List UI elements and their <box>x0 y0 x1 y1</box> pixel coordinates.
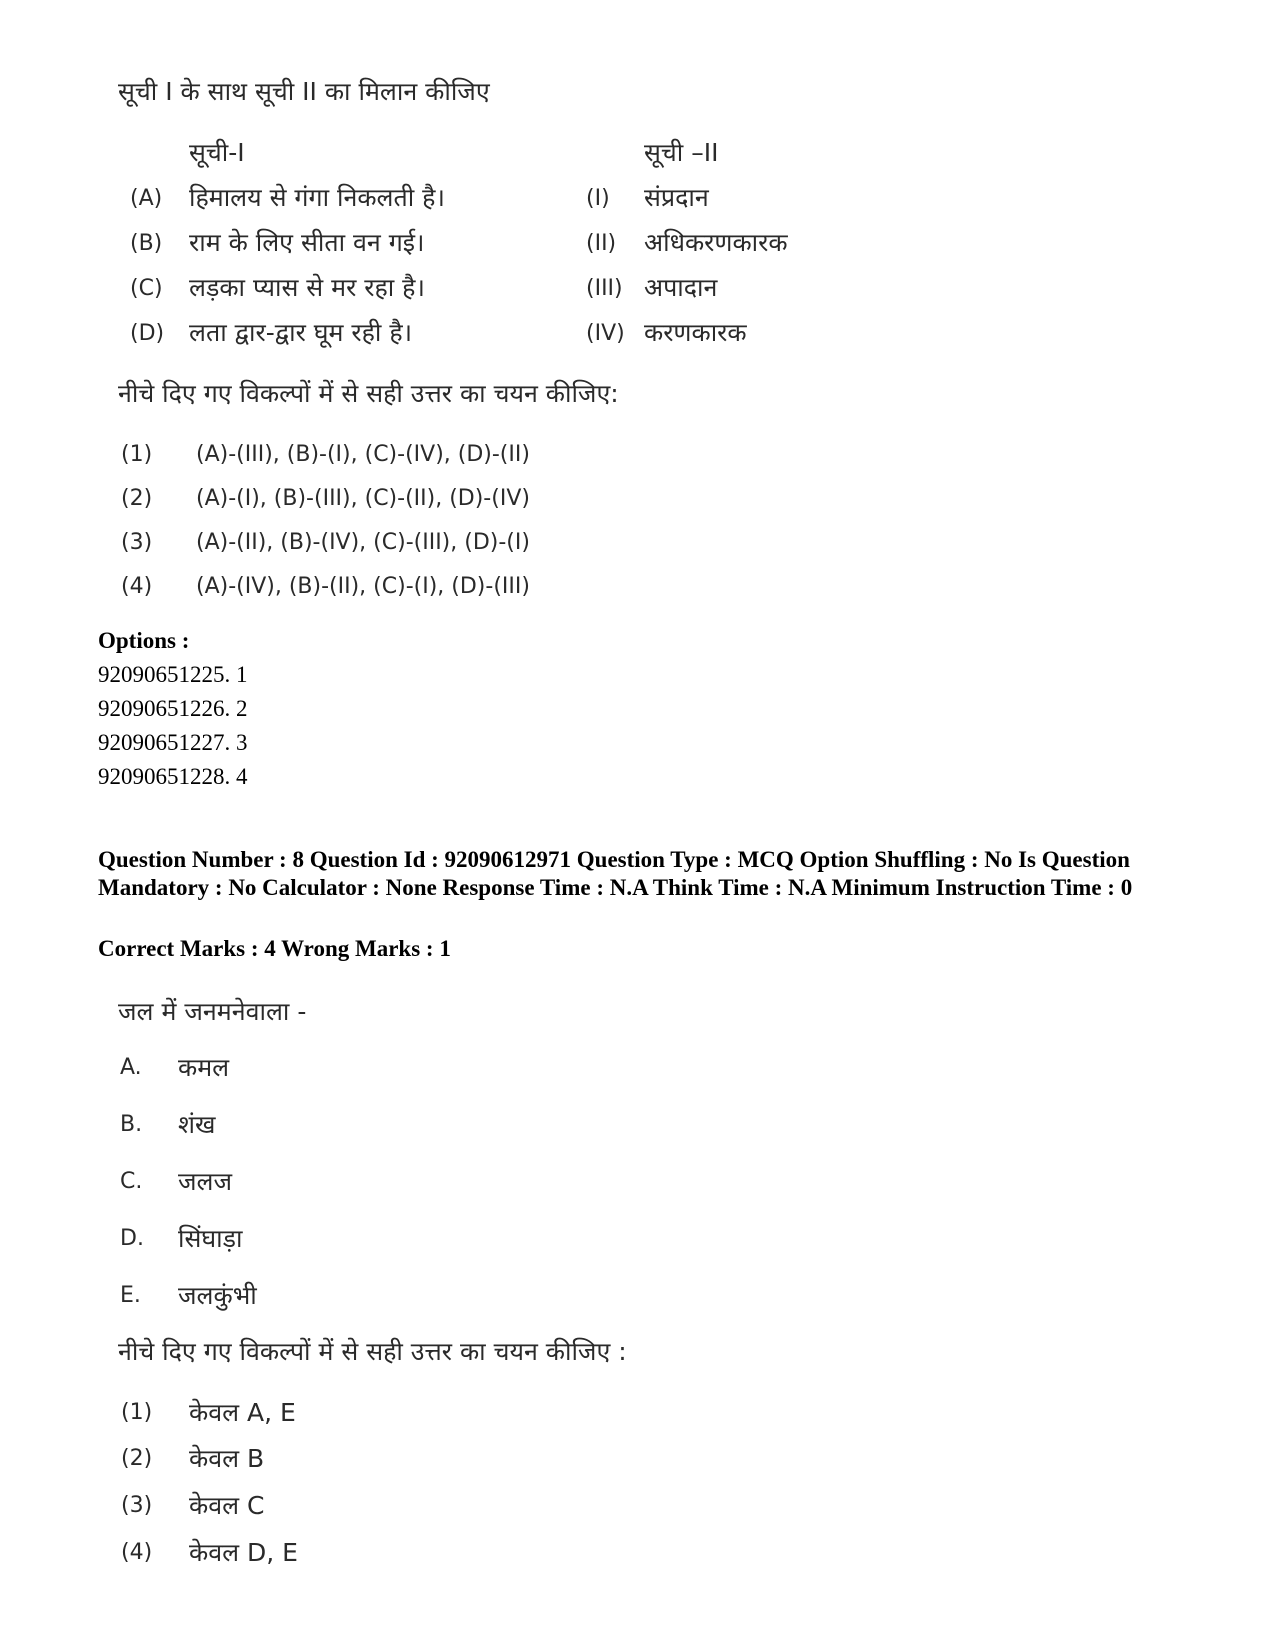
q8-item-label: A. <box>120 1055 142 1080</box>
q8-item-text: जलकुंभी <box>178 1281 257 1310</box>
q8-choice-num: (1) <box>121 1400 153 1425</box>
q7-choice-num: (4) <box>121 574 153 599</box>
q8-choice-num: (3) <box>121 1493 153 1518</box>
q8-item-label: C. <box>120 1169 143 1194</box>
q7-instruction: नीचे दिए गए विकल्पों में से सही उत्तर का चयन कीजिए: <box>118 379 619 408</box>
list2-label: (III) <box>586 276 623 301</box>
q8-prompt: जल में जनमनेवाला - <box>118 997 307 1026</box>
list1-label: (A) <box>130 186 163 211</box>
q8-choice-text: केवल A, E <box>189 1398 296 1427</box>
option-item: 92090651227. 3 <box>98 730 248 755</box>
list1-heading: सूची-I <box>189 138 245 167</box>
list1-label: (D) <box>130 321 165 346</box>
q8-instruction: नीचे दिए गए विकल्पों में से सही उत्तर का चयन कीजिए : <box>118 1337 627 1366</box>
q7-choice-text: (A)-(I), (B)-(III), (C)-(II), (D)-(IV) <box>196 486 530 511</box>
q8-meta: Question Number : 8 Question Id : 92090612971 Question Type : MCQ Option Shuffling : No Is Question Mandatory : No Calculator : None Response Time : N.A Think Time : N.A Minimum Instruction Time : 0 <box>98 847 1133 900</box>
q8-choice-num: (4) <box>121 1540 153 1565</box>
q7-choice-num: (2) <box>121 486 153 511</box>
q8-choice-text: केवल D, E <box>189 1538 298 1567</box>
q8-choice-text: केवल C <box>189 1491 265 1520</box>
q7-prompt: सूची I के साथ सूची II का मिलान कीजिए <box>118 77 490 106</box>
list2-text: अधिकरणकारक <box>644 228 788 257</box>
q8-item-text: सिंघाड़ा <box>178 1224 243 1253</box>
list1-text: हिमालय से गंगा निकलती है। <box>189 183 445 212</box>
list2-label: (II) <box>586 231 617 256</box>
q8-item-label: B. <box>120 1112 143 1137</box>
options-label: Options : <box>98 628 190 653</box>
q8-choice-num: (2) <box>121 1446 153 1471</box>
list1-text: लता द्वार-द्वार घूम रही है। <box>189 318 413 347</box>
list2-text: करणकारक <box>644 318 747 347</box>
q8-item-label: D. <box>120 1226 144 1251</box>
list1-label: (B) <box>130 231 163 256</box>
list2-label: (I) <box>586 186 610 211</box>
option-item: 92090651226. 2 <box>98 696 248 721</box>
q8-item-text: जलज <box>178 1167 233 1196</box>
q7-choice-text: (A)-(III), (B)-(I), (C)-(IV), (D)-(II) <box>196 442 530 467</box>
q8-item-text: कमल <box>178 1053 230 1082</box>
option-item: 92090651228. 4 <box>98 764 248 789</box>
q7-choice-num: (3) <box>121 530 153 555</box>
q8-item-label: E. <box>120 1283 141 1308</box>
list2-heading: सूची –II <box>644 138 719 167</box>
list1-label: (C) <box>130 276 163 301</box>
list2-label: (IV) <box>586 321 625 346</box>
list1-text: राम के लिए सीता वन गई। <box>189 228 425 257</box>
q8-item-text: शंख <box>178 1110 216 1139</box>
q7-choice-text: (A)-(II), (B)-(IV), (C)-(III), (D)-(I) <box>196 530 530 555</box>
option-item: 92090651225. 1 <box>98 662 248 687</box>
q8-choice-text: केवल B <box>189 1444 265 1473</box>
list2-text: अपादान <box>644 273 718 302</box>
list1-text: लड़का प्यास से मर रहा है। <box>189 273 425 302</box>
q8-marks: Correct Marks : 4 Wrong Marks : 1 <box>98 936 451 961</box>
q7-choice-text: (A)-(IV), (B)-(II), (C)-(I), (D)-(III) <box>196 574 530 599</box>
list2-text: संप्रदान <box>644 183 709 212</box>
q7-choice-num: (1) <box>121 442 153 467</box>
